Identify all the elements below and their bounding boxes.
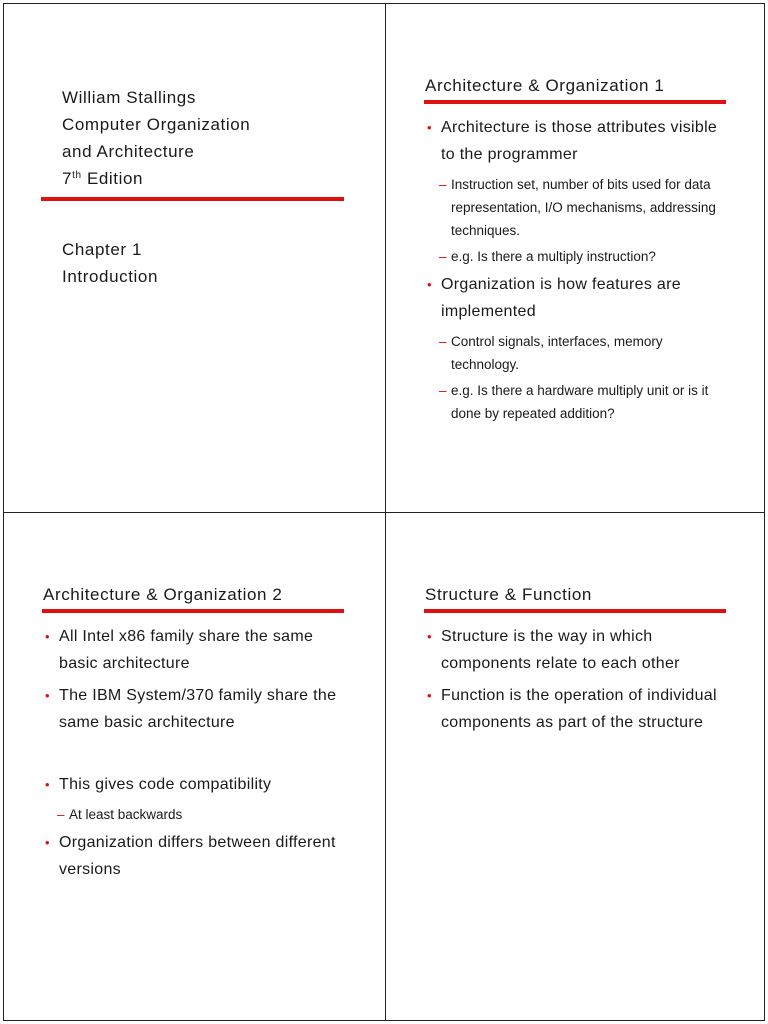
sub-item: [425, 379, 725, 425]
book-title: [62, 84, 250, 192]
bullet-icon: •: [45, 688, 50, 703]
bullet-icon: •: [45, 835, 50, 850]
handout-page: [3, 3, 765, 1021]
slide-body: [43, 623, 343, 888]
dash-icon: –: [439, 177, 447, 192]
slide-heading: Structure & Function: [425, 585, 592, 604]
sub-text: e.g. Is there a multiply instruction?: [451, 249, 656, 264]
bullet-text: Organization is how features are implemented: [441, 276, 681, 320]
bullet-item: [425, 623, 725, 677]
heading-rule: [424, 609, 726, 613]
edition-line: [62, 165, 250, 192]
bullet-icon: •: [427, 120, 432, 135]
bullet-text: All Intel x86 family share the same basic architecture: [59, 628, 314, 672]
bullet-icon: •: [427, 277, 432, 292]
chapter-title: Introduction: [62, 267, 159, 286]
dash-icon: –: [439, 249, 447, 264]
spacer: [43, 741, 343, 771]
slide-heading: Architecture & Organization 1: [425, 76, 665, 95]
bullet-text: This gives code compatibility: [59, 776, 272, 793]
dash-icon: –: [439, 383, 447, 398]
slide-arch-org-1: [386, 4, 766, 511]
bullet-icon: •: [45, 777, 50, 792]
slide-structure-function: [386, 513, 766, 1020]
bullet-item: [43, 623, 343, 677]
bullet-item: [43, 829, 343, 883]
bullet-icon: •: [45, 629, 50, 644]
bullet-item: [43, 771, 343, 798]
slide-body: [425, 114, 725, 428]
sub-item: [425, 245, 725, 268]
edition-word: Edition: [86, 169, 144, 188]
edition-suffix: th: [72, 170, 82, 181]
title-rule: [41, 197, 344, 201]
sub-item: [425, 173, 725, 242]
bullet-icon: •: [427, 629, 432, 644]
sub-text: e.g. Is there a hardware multiply unit or is it done by repeated addition?: [451, 383, 709, 421]
bullet-text: Organization differs between different versions: [59, 834, 336, 878]
bullet-text: The IBM System/370 family share the same basic architecture: [59, 687, 337, 731]
bullet-icon: •: [427, 688, 432, 703]
sub-text: Instruction set, number of bits used for data representation, I/O mechanisms, addressing techniques.: [451, 177, 716, 238]
sub-item: [425, 330, 725, 376]
slide-arch-org-2: [4, 513, 384, 1020]
sub-item: [43, 803, 343, 826]
chapter-number: Chapter 1: [62, 240, 143, 259]
bullet-text: Function is the operation of individual components as part of the structure: [441, 687, 717, 731]
slide-heading: Architecture & Organization 2: [43, 585, 283, 604]
bullet-item: [43, 682, 343, 736]
sub-text: At least backwards: [69, 807, 183, 822]
slide-title-page: [4, 4, 384, 511]
heading-rule: [424, 100, 726, 104]
dash-icon: –: [57, 807, 65, 822]
bullet-item: [425, 271, 725, 325]
title-line-subject: Computer Organization: [62, 115, 251, 134]
sub-text: Control signals, interfaces, memory technology.: [451, 334, 663, 372]
bullet-item: [425, 114, 725, 168]
heading-rule: [42, 609, 344, 613]
title-line-subject-cont: and Architecture: [62, 142, 195, 161]
bullet-text: Architecture is those attributes visible to the programmer: [441, 119, 718, 163]
edition-number: 7: [62, 169, 73, 188]
slide-body: [425, 623, 725, 741]
bullet-item: [425, 682, 725, 736]
dash-icon: –: [439, 334, 447, 349]
title-line-author: William Stallings: [62, 88, 196, 107]
bullet-text: Structure is the way in which components relate to each other: [441, 628, 680, 672]
chapter-block: [62, 236, 158, 290]
